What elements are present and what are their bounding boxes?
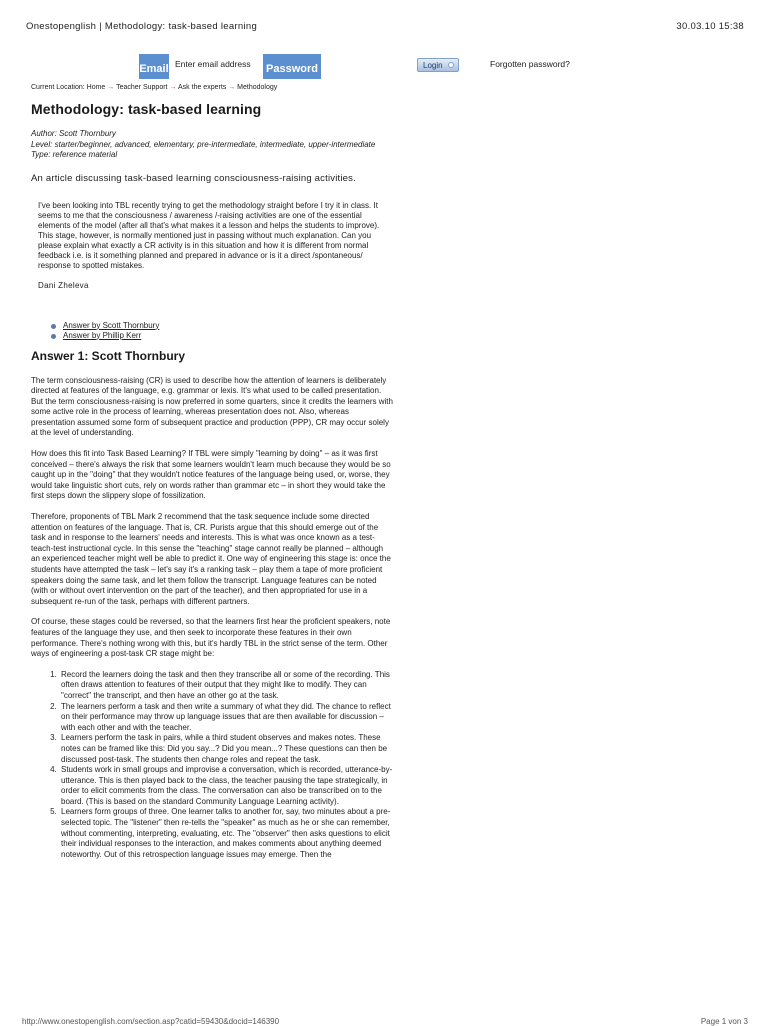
answer-link-item bbox=[51, 321, 393, 331]
print-footer-page: Page 1 von 3 bbox=[700, 1017, 748, 1026]
breadcrumb-item-ask-experts[interactable]: Ask the experts bbox=[178, 84, 227, 91]
list-item: 1. Record the learners doing the task and then they transcribe all or some of the recording. This often draws attention to features of their output that they might like to modify. They can "correct" the transcript, and then have an other go at the task. bbox=[59, 670, 393, 702]
paragraph: Of course, these stages could be reversed, so that the learners first hear the proficient speakers, note features of the language they use, and then seek to incorporate these features in their own performance. There's nothing wrong with this, but it's hardly TBL in the strict sense of the term. Other ways of engineering a post-task CR stage might be: bbox=[31, 617, 391, 659]
article bbox=[31, 82, 393, 860]
reader-question bbox=[31, 201, 393, 291]
cr-activity-list bbox=[31, 670, 393, 861]
answer-link-thornbury[interactable]: Answer by Scott Thornbury bbox=[63, 320, 160, 330]
list-item: 4. Students work in small groups and improvise a conversation, which is recorded, utterance-by-utterance. This is then played back to the class, the teacher pausing the tape strategically, in order to elicit comments from the class. The conversation can also be transcribed on to the board. (This is based on the standard Community Language Learning activity). bbox=[59, 765, 393, 807]
article-intro: An article discussing task-based learning consciousness-raising activities. bbox=[31, 172, 356, 184]
question-text: I've been looking into TBL recently trying to get the methodology straight before I try it in class. It seems to me that the consciousness / awareness /-raising activities are one of the essential elements of the model (after all that's what makes it a lesson and helps the students to improve). This stage, however, is normally mentioned just in passing without much explanation. Can you please explain what exactly a CR activity is in this situation and how it is different from normal feedback i.e. is it something planned and prepared in advance or is it a direct /spontaneous/ response to spotted mistakes. bbox=[38, 200, 380, 270]
breadcrumb-arrow-icon: → bbox=[228, 84, 236, 91]
print-header-title: Onestopenglish | Methodology: task-based learning bbox=[26, 21, 258, 32]
print-header bbox=[26, 21, 744, 35]
answer-body bbox=[31, 376, 393, 861]
list-item: 3. Learners perform the task in pairs, while a third student observes and makes notes. These notes can be framed like this: Did you say...? Did you mean...? These questions can then be discussed post-task. The students then change roles and repeat the task. bbox=[59, 733, 393, 765]
breadcrumb bbox=[31, 84, 393, 91]
print-footer-url: http://www.onestopenglish.com/section.asp?catid=59430&docid=146390 bbox=[22, 1017, 280, 1026]
question-signature: Dani Zheleva bbox=[38, 280, 89, 290]
login-bar bbox=[0, 54, 768, 80]
paragraph: How does this fit into Task Based Learning? If TBL were simply "learning by doing" – as it was first conceived – there's always the risk that some learners wouldn't learn much because they would be so caught up in the "doing" that they wouldn't notice features of the language being used, or, worse, they would take linguistic short cuts, rely on words rather than grammar etc – in short they would take the first steps down the slippery slope of fossilization. bbox=[31, 449, 391, 501]
level-line: Level: starter/beginner, advanced, elementary, pre-intermediate, intermediate, upper-intermediate Type: reference material bbox=[31, 139, 376, 159]
paragraph: The term consciousness-raising (CR) is used to describe how the attention of learners is deliberately directed at features of the language, e.g. grammar or lexis. It's what used to be called presentation. But the term consciousness-raising is now preferred in some quarters, since it credits the learners with some active role in the process of learning, whereas presentation does not. Also, whereas presentation assumed some form of subsequent practice and production (PPP), CR may occur solely at the level of understanding. bbox=[31, 375, 393, 438]
list-item: 5. Learners form groups of three. One learner talks to another for, say, two minutes about a pre-selected topic. The "listener" then re-tells the "speaker" as much as he or she can remember, without commenting, interpreting, evaluating, etc. The "observer" then asks questions to elicit their individual responses to the interaction, and makes comments about anything deemed noteworthy. Out of this retrospection language issues may emerge. Then the bbox=[59, 807, 393, 860]
author-line: Author: Scott Thornbury bbox=[31, 129, 116, 138]
answer-title: Answer 1: Scott Thornbury bbox=[31, 348, 186, 363]
email-input[interactable]: Enter email address bbox=[175, 59, 251, 69]
article-meta bbox=[31, 129, 393, 161]
answer-links bbox=[31, 321, 393, 341]
page-title: Methodology: task-based learning bbox=[31, 101, 262, 117]
answer-link-kerr[interactable]: Answer by Phillip Kerr bbox=[63, 330, 142, 340]
breadcrumb-arrow-icon: → bbox=[169, 84, 177, 91]
print-header-datetime: 30.03.10 15:38 bbox=[676, 21, 744, 32]
breadcrumb-arrow-icon: → bbox=[107, 84, 115, 91]
login-arrow-icon bbox=[448, 62, 454, 68]
breadcrumb-item-teacher-support[interactable]: Teacher Support bbox=[116, 84, 168, 91]
paragraph: Therefore, proponents of TBL Mark 2 recommend that the task sequence include some directed attention on features of the language. That is, CR. Purists argue that this should emerge out of the task and in response to the learners' needs and interests. This is what was once known as a test-teach-test instructional cycle. In this sense the "teaching" stage cannot really be planned – although an experienced teacher might well be able to predict it. One way of engineering this stage is: once the students have attempted the task – let's say it's a ranking task – play them a tape of more proficient speakers doing the same task, and let them follow the transcript. Language features can be noted (with or without overt intervention on the part of the teacher), and then appropriated for use in a subsequent re-run of the task, perhaps with different partners. bbox=[31, 512, 391, 606]
breadcrumb-prefix: Current Location: bbox=[31, 84, 85, 91]
login-button[interactable] bbox=[417, 58, 459, 72]
password-label: Password bbox=[263, 54, 321, 79]
login-button-label: Login bbox=[423, 60, 443, 70]
breadcrumb-item-methodology[interactable]: Methodology bbox=[237, 84, 278, 91]
email-label: Email bbox=[139, 54, 169, 79]
list-item: 2. The learners perform a task and then write a summary of what they did. The chance to reflect on their performance may throw up language issues that are then available for discussion – with each other and with the teacher. bbox=[59, 702, 393, 734]
answer-link-item bbox=[51, 331, 393, 341]
breadcrumb-item-home[interactable]: Home bbox=[86, 84, 106, 91]
forgot-password-link[interactable]: Forgotten password? bbox=[490, 59, 570, 69]
